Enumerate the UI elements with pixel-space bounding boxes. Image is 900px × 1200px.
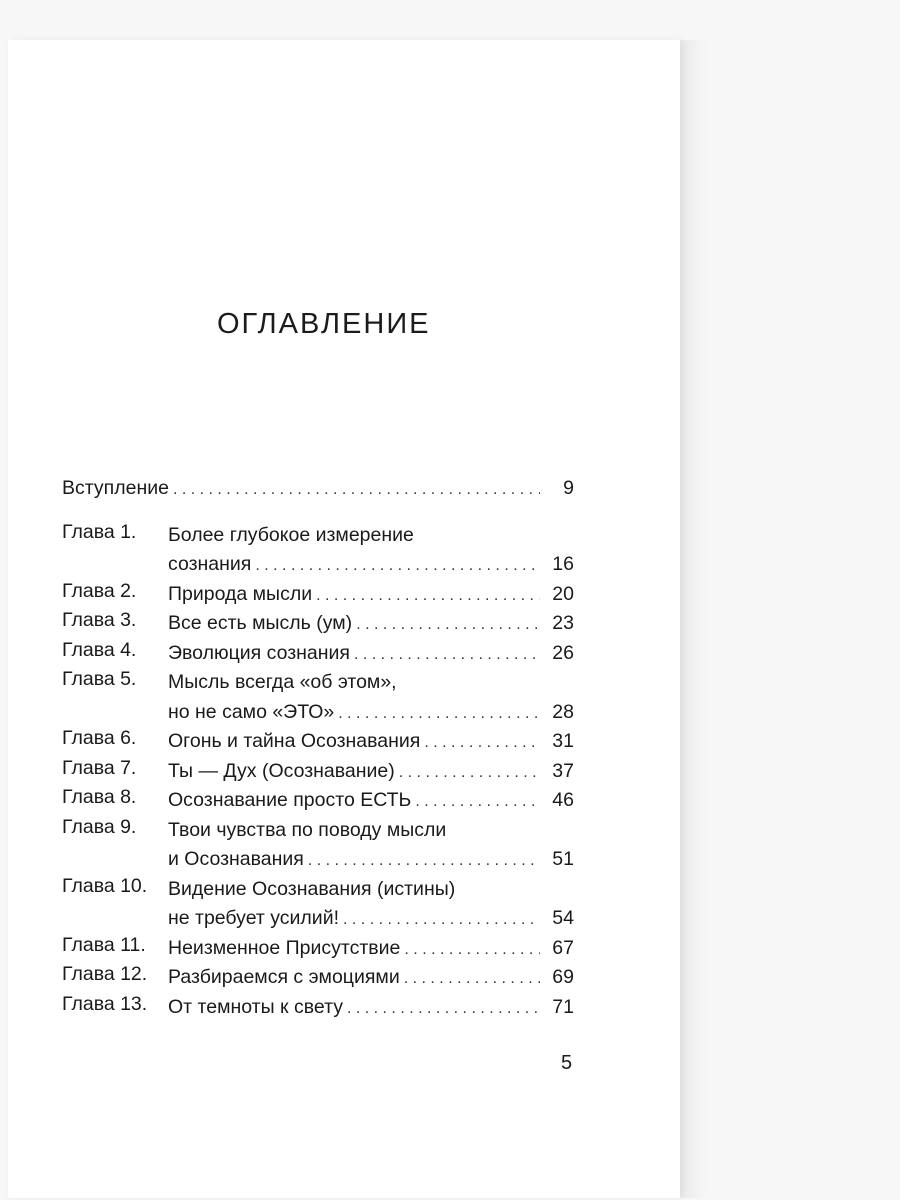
chapter-number: Глава 11. xyxy=(62,933,146,956)
toc-page-number: 37 xyxy=(552,759,574,782)
chapter-title-text: От темноты к свету xyxy=(168,995,343,1018)
chapter-number: Глава 10. xyxy=(62,874,148,897)
toc-entry-chapter xyxy=(62,609,574,639)
dot-leader xyxy=(343,905,540,935)
toc-entry-chapter xyxy=(62,521,574,580)
toc-entry-title xyxy=(168,609,574,639)
chapter-number: Глава 9. xyxy=(62,815,137,838)
toc-line xyxy=(168,845,574,875)
chapter-title-text: Природа мысли xyxy=(168,582,313,605)
toc-entry-title xyxy=(168,786,574,816)
toc-page-number: 54 xyxy=(552,907,574,929)
dot-leader xyxy=(404,964,540,994)
toc-entry-chapter xyxy=(62,816,574,875)
chapter-title-text: но не само «ЭТО» xyxy=(168,700,335,723)
toc-page-number: 26 xyxy=(552,641,574,664)
toc-entry-intro xyxy=(62,474,574,504)
dot-leader xyxy=(356,610,540,640)
toc-entry-title xyxy=(168,639,574,669)
toc-entry-chapter xyxy=(62,639,574,669)
toc-entry-chapter xyxy=(62,993,574,1023)
chapter-title-text: не требует усилий! xyxy=(168,907,340,929)
chapter-title-text: Более глубокое измерение xyxy=(168,523,414,546)
toc-line xyxy=(168,639,574,669)
dot-leader xyxy=(399,758,540,788)
toc-entry-title xyxy=(62,474,574,504)
chapter-title-text: Эволюция сознания xyxy=(168,641,350,664)
toc-line xyxy=(168,609,574,639)
toc-entry-chapter xyxy=(62,668,574,727)
toc-entry-title xyxy=(168,816,574,875)
chapter-title-text: Все есть мысль (ум) xyxy=(168,612,353,634)
toc-page-number: 31 xyxy=(552,730,574,752)
chapter-title-text: Неизменное Присутствие xyxy=(168,936,401,959)
dot-leader xyxy=(415,787,540,817)
toc-entry-title xyxy=(168,993,574,1023)
toc-line xyxy=(168,816,574,846)
dot-leader xyxy=(173,475,540,505)
toc-entry-title xyxy=(168,580,574,610)
page-number: 5 xyxy=(561,1052,573,1074)
dot-leader xyxy=(354,640,540,670)
chapter-title-text: Огонь и тайна Осознавания xyxy=(168,730,421,752)
toc-entry-chapter xyxy=(62,963,574,993)
chapter-number: Глава 13. xyxy=(62,992,148,1015)
chapter-number: Глава 3. xyxy=(62,609,137,631)
dot-leader xyxy=(316,581,540,611)
dot-leader xyxy=(255,551,540,581)
page-edge-shadow xyxy=(680,40,708,1198)
chapter-title-text: Разбираемся с эмоциями xyxy=(168,966,400,988)
toc-page-number: 16 xyxy=(552,553,574,575)
chapter-number: Глава 6. xyxy=(62,727,137,749)
toc-line xyxy=(168,521,574,551)
chapter-number: Глава 2. xyxy=(62,579,137,602)
toc-page-number: 23 xyxy=(552,612,574,634)
toc-page-number: 28 xyxy=(552,700,574,723)
chapter-number: Глава 5. xyxy=(62,668,137,690)
chapter-title-text: Мысль всегда «об этом», xyxy=(168,671,397,693)
dot-leader xyxy=(404,935,540,965)
toc-line xyxy=(168,727,574,757)
toc-entry-title xyxy=(168,521,574,580)
chapter-number: Глава 4. xyxy=(62,638,137,661)
toc-line xyxy=(168,786,574,816)
toc-page-number: 67 xyxy=(552,936,574,959)
toc-line xyxy=(168,963,574,993)
toc-line xyxy=(168,993,574,1023)
toc-line xyxy=(168,757,574,787)
toc-entry-title xyxy=(168,963,574,993)
toc-entry-title xyxy=(168,727,574,757)
toc-entry-title xyxy=(168,668,574,727)
chapter-title-text: Ты — Дух (Осознавание) xyxy=(168,759,395,782)
toc-entry-label: Вступление xyxy=(62,477,169,499)
dot-leader xyxy=(347,994,540,1024)
chapter-title-text: сознания xyxy=(168,553,252,575)
chapter-number: Глава 8. xyxy=(62,786,137,808)
table-of-contents xyxy=(62,474,574,1022)
toc-entry-chapter xyxy=(62,580,574,610)
chapter-title-text: Видение Осознавания (истины) xyxy=(168,877,456,900)
toc-entry-chapter xyxy=(62,934,574,964)
chapter-number: Глава 7. xyxy=(62,756,137,779)
toc-entry-title xyxy=(168,757,574,787)
chapter-title-text: Осознавание просто ЕСТЬ xyxy=(168,789,412,811)
toc-line xyxy=(168,550,574,580)
toc-entry-chapter xyxy=(62,786,574,816)
chapter-title-text: Твои чувства по поводу мысли xyxy=(168,818,447,841)
dot-leader xyxy=(424,728,540,758)
toc-line xyxy=(168,580,574,610)
chapter-list xyxy=(62,521,574,1023)
toc-entry-chapter xyxy=(62,727,574,757)
chapter-number: Глава 12. xyxy=(62,963,148,985)
toc-page-number: 20 xyxy=(552,582,574,605)
toc-line xyxy=(168,698,574,728)
toc-page-number: 69 xyxy=(552,966,574,988)
dot-leader xyxy=(338,699,540,729)
toc-line xyxy=(168,934,574,964)
toc-entry-chapter xyxy=(62,757,574,787)
toc-entry-chapter xyxy=(62,875,574,934)
toc-page-number: 46 xyxy=(552,789,574,811)
page-title-text: ОГЛАВЛЕНИЕ xyxy=(217,308,431,340)
chapter-title-text: и Осознавания xyxy=(168,848,304,870)
toc-entry-title xyxy=(168,875,574,934)
toc-line xyxy=(62,474,574,504)
toc-line xyxy=(168,875,574,905)
toc-page-number: 71 xyxy=(552,995,574,1018)
chapter-number: Глава 1. xyxy=(62,520,137,543)
dot-leader xyxy=(308,846,540,876)
toc-page-number: 51 xyxy=(552,848,574,870)
toc-line xyxy=(168,668,574,698)
toc-page-number: 9 xyxy=(563,477,574,499)
toc-entry-title xyxy=(168,934,574,964)
toc-line xyxy=(168,904,574,934)
